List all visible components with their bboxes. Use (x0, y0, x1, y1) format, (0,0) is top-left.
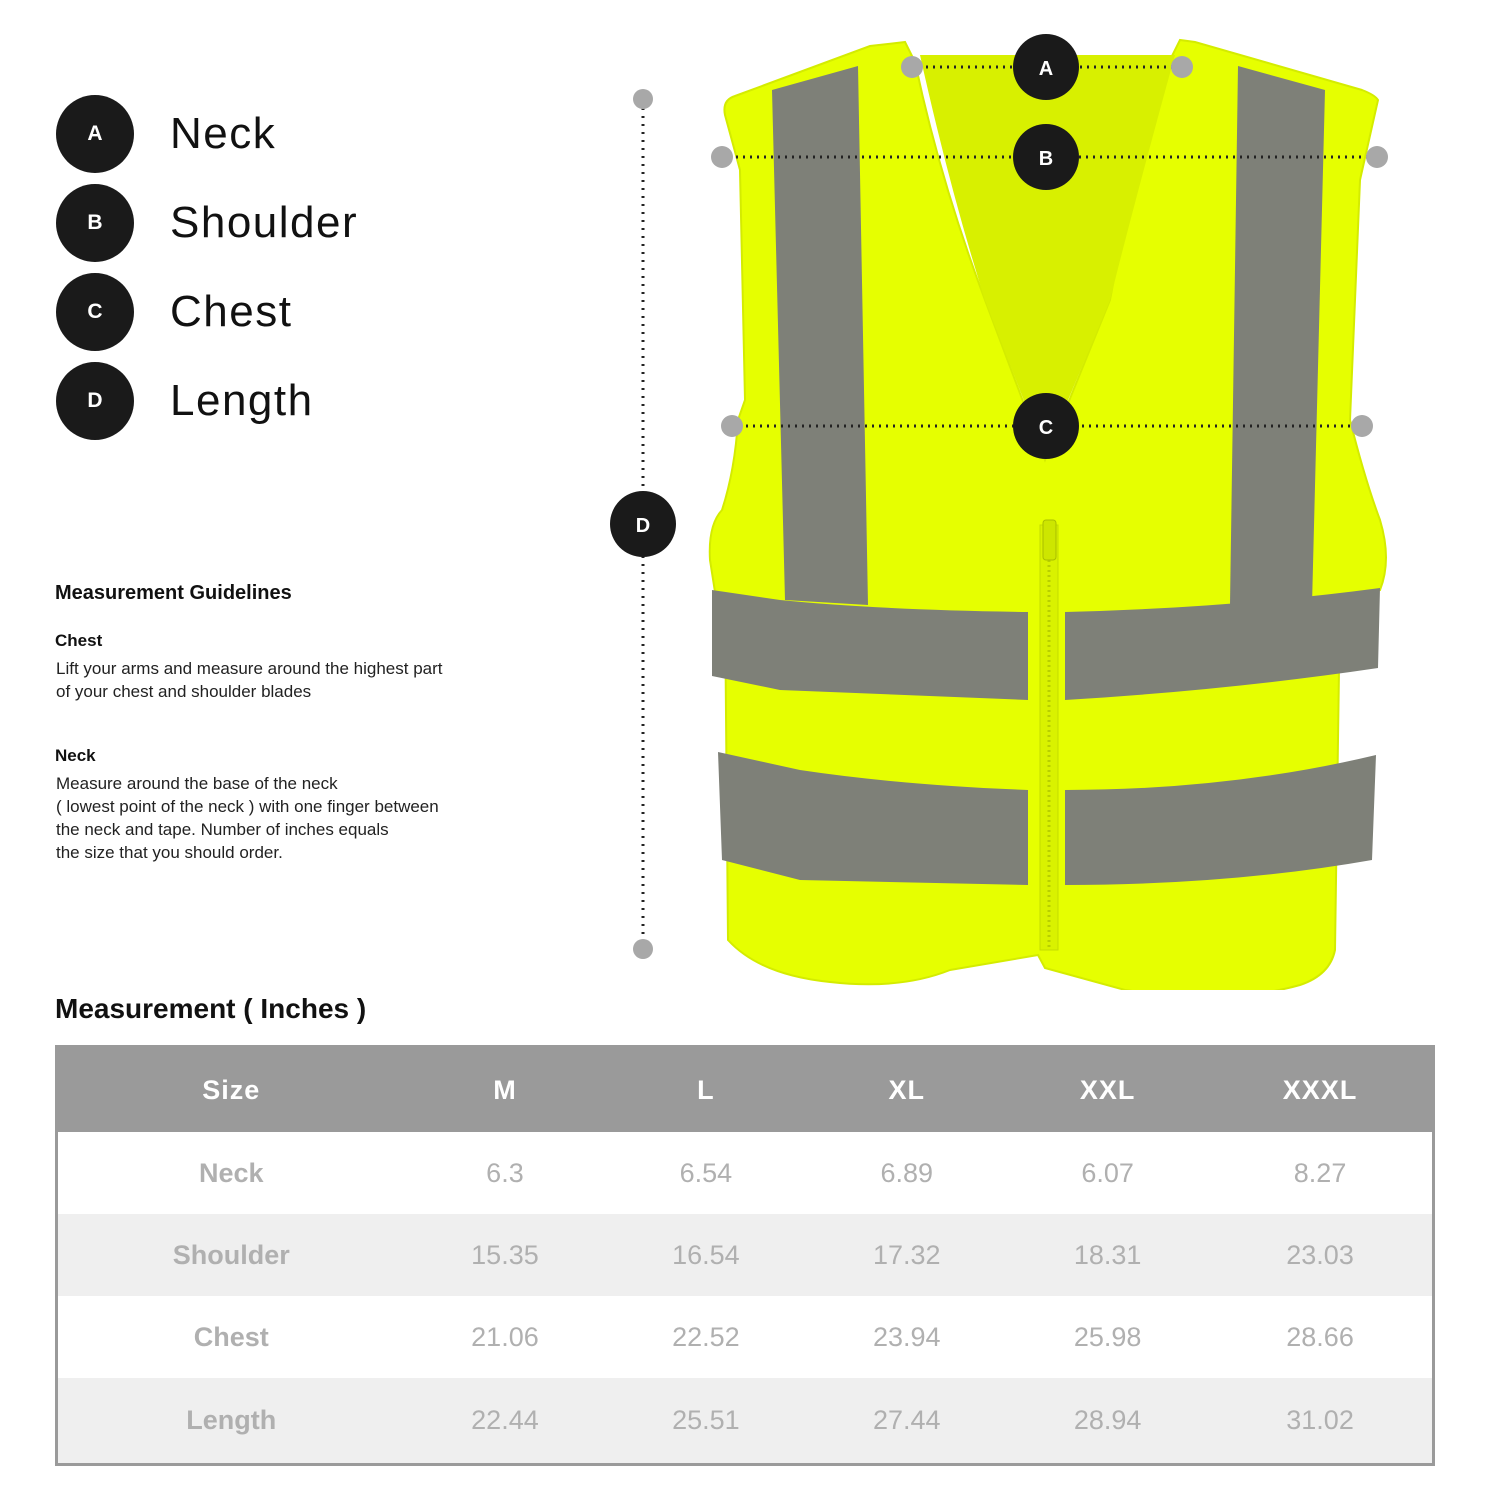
zipper-pull (1043, 520, 1056, 560)
row-label: Length (57, 1378, 405, 1465)
marker-c-label: C (1038, 417, 1054, 439)
guideline-text-chest: Lift your arms and measure around the highest part of your chest and shoulder blades (56, 659, 443, 701)
table-cell: 28.66 (1208, 1296, 1433, 1378)
guideline-text-neck: Measure around the base of the neck ( lowest point of the neck ) with one finger between the neck and tape. Number of inches equals the size that you should order. (56, 774, 439, 862)
legend-label: Neck (170, 109, 277, 158)
header-m: M (405, 1047, 606, 1133)
table-cell: 16.54 (605, 1214, 806, 1296)
badge-c: C (56, 273, 134, 351)
reflective-strap-right (1230, 66, 1325, 605)
table-cell: 22.52 (605, 1296, 806, 1378)
measure-endpoint (901, 56, 923, 78)
legend-label: Shoulder (170, 198, 359, 247)
table-cell: 15.35 (405, 1214, 606, 1296)
reflective-strap-left (772, 66, 868, 605)
badge-d: D (56, 362, 134, 440)
legend-item-length (56, 362, 456, 440)
table-cell: 6.54 (605, 1132, 806, 1214)
table-cell: 28.94 (1007, 1378, 1208, 1465)
table-cell: 17.32 (806, 1214, 1007, 1296)
marker-d-label: D (635, 515, 651, 537)
row-label: Neck (57, 1132, 405, 1214)
guidelines-title: Measurement Guidelines (55, 582, 292, 604)
legend-item-chest (56, 273, 456, 351)
measure-endpoint (633, 89, 653, 109)
guideline-heading-neck: Neck (55, 746, 96, 765)
measure-endpoint (721, 415, 743, 437)
badge-b: B (56, 184, 134, 262)
row-label: Shoulder (57, 1214, 405, 1296)
table-row (57, 1296, 1434, 1378)
header-l: L (605, 1047, 806, 1133)
marker-b-label: B (1038, 148, 1054, 170)
legend-item-neck (56, 95, 456, 173)
table-cell: 8.27 (1208, 1132, 1433, 1214)
header-xl: XL (806, 1047, 1007, 1133)
measure-endpoint (1351, 415, 1373, 437)
measure-endpoint (1171, 56, 1193, 78)
row-label: Chest (57, 1296, 405, 1378)
guideline-heading-chest: Chest (55, 631, 103, 650)
marker-a-label: A (1038, 58, 1054, 80)
table-cell: 6.3 (405, 1132, 606, 1214)
vest-illustration (600, 30, 1420, 990)
table-cell: 18.31 (1007, 1214, 1208, 1296)
legend-label: Chest (170, 287, 293, 336)
table-cell: 6.07 (1007, 1132, 1208, 1214)
legend-item-shoulder (56, 184, 456, 262)
header-xxxl: XXXL (1208, 1047, 1433, 1133)
table-cell: 25.51 (605, 1378, 806, 1465)
legend-label: Length (170, 376, 314, 425)
header-size: Size (57, 1047, 405, 1133)
size-table (55, 1045, 1435, 1466)
measure-endpoint (711, 146, 733, 168)
measurement-legend (56, 95, 456, 451)
vest-diagram (600, 30, 1420, 990)
measurement-guidelines (55, 582, 525, 907)
badge-a: A (56, 95, 134, 173)
measure-endpoint (1366, 146, 1388, 168)
table-header-row (57, 1047, 1434, 1133)
table-cell: 21.06 (405, 1296, 606, 1378)
table-title: Measurement ( Inches ) (55, 993, 367, 1024)
table-cell: 23.94 (806, 1296, 1007, 1378)
table-row (57, 1378, 1434, 1465)
table-row (57, 1214, 1434, 1296)
header-xxl: XXL (1007, 1047, 1208, 1133)
table-cell: 31.02 (1208, 1378, 1433, 1465)
table-row (57, 1132, 1434, 1214)
table-cell: 23.03 (1208, 1214, 1433, 1296)
table-cell: 27.44 (806, 1378, 1007, 1465)
table-cell: 25.98 (1007, 1296, 1208, 1378)
measure-endpoint (633, 939, 653, 959)
table-cell: 6.89 (806, 1132, 1007, 1214)
table-cell: 22.44 (405, 1378, 606, 1465)
